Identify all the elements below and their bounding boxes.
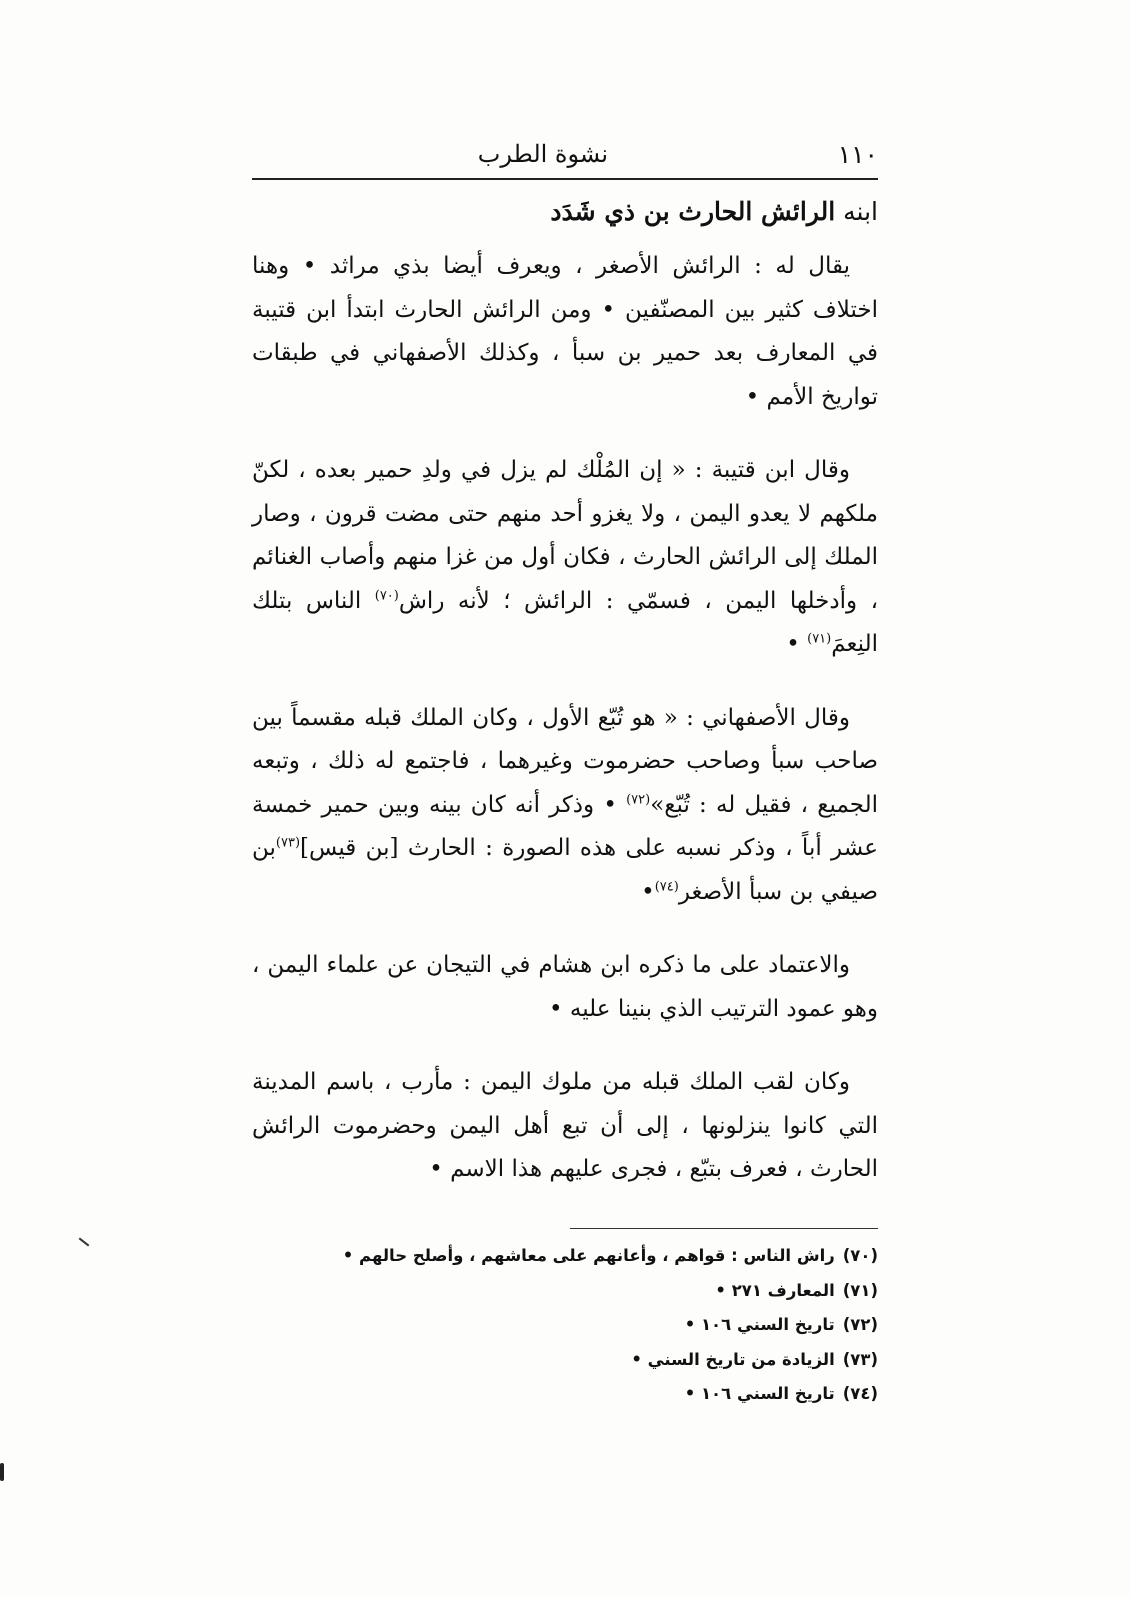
paragraph [252,449,878,667]
footnote-item [300,1308,878,1343]
footnotes-list [300,1239,878,1412]
footnote-divider [570,1228,878,1229]
footnote-text: المعارف ٢٧١ • [715,1280,835,1300]
footnote-text: تاريخ السني ١٠٦ • [684,1315,835,1335]
paragraph [252,1061,878,1192]
paragraph [252,245,878,419]
page-header [252,138,878,180]
footnote-number: (٧٢) [842,1315,878,1335]
footnote-text: تاريخ السني ١٠٦ • [684,1384,835,1404]
scan-artifact [79,1238,90,1247]
heading-prefix: ابنه [843,197,878,226]
paragraph [252,944,878,1031]
footnote-ref[interactable]: (٧٣) [275,835,301,851]
section-heading [252,195,878,229]
footnote-item [300,1239,878,1274]
footnote-text: الزيادة من تاريخ السني • [631,1349,835,1369]
footnote-ref[interactable]: (٧٠) [374,587,399,603]
footnote-number: (٧٤) [842,1384,878,1404]
paragraph-text: • [641,878,655,905]
footnote-ref[interactable]: (٧١) [807,631,832,647]
paragraph [252,697,878,915]
paragraph-text: • [786,631,808,657]
footnote-item [300,1274,878,1309]
paragraph-text: • وذكر أنه كان بينه وبين حمير خمسة عشر أباً ، وذكر نسبه على هذه الصورة : الحارث [بن قيس] [252,791,878,861]
paragraph-text: يقال له : الرائش الأصغر ، ويعرف أيضا بذي مراثد • وهنا اختلاف كثير بين المصنّفين • ومن الرائش الحارث ابتدأ ابن قتيبة في المعارف بعد حمير بن سبأ ، وكذلك الأصفهاني في طبقات تواريخ الأمم • [252,253,878,410]
running-title: نشوة الطرب [477,140,608,168]
paragraph-text: وكان لقب الملك قبله من ملوك اليمن : مأرب ، باسم المدينة التي كانوا ينزلونها ، إلى أن تبع أهل اليمن وحضرموت الرائش الحارث ، فعرف بتبّع ، فجرى عليهم هذا الاسم • [252,1069,878,1182]
paragraph-text: وقال الأصفهاني : « هو تُبّع الأول ، وكان الملك قبله مقسماً بين صاحب سبأ وصاحب حضرموت وغيرهما ، فاجتمع له ذلك ، وتبعه الجميع ، فقيل له : تُبّع» [252,704,878,818]
main-text [252,195,878,1222]
footnote-ref[interactable]: (٧٤) [654,878,679,894]
footnote-number: (٧٣) [842,1349,878,1369]
footnote-ref[interactable]: (٧٢) [626,791,651,807]
paragraph-text: بن صيفي بن سبأ الأصغر [252,835,878,905]
footnote-text: راش الناس : قواهم ، وأعانهم على معاشهم ، وأصلح حالهم • [342,1246,835,1265]
paragraph-text: والاعتماد على ما ذكره ابن هشام في التيجان عن علماء اليمن ، وهو عمود الترتيب الذي بنينا عليه • [252,952,878,1022]
paragraph-text: وقال ابن قتيبة : « إن المُلْك لم يزل في ولدِ حمير بعده ، لكنّ ملكهم لا يعدو اليمن ، ولا يغزو أحد منهم حتى مضت قرون ، وصار الملك إلى الرائش الحارث ، فكان أول من غزا منهم وأصاب الغنائم ، وأدخلها اليمن ، فسمّي : الرائش ؛ لأنه راش [252,457,879,614]
page-number: ١١٠ [837,140,878,169]
heading-name: الرائش الحارث بن ذي شَدَد [550,197,836,226]
footnote-number: (٧١) [842,1280,878,1300]
scan-artifact [0,1463,4,1481]
footnote-item [300,1377,878,1412]
footnote-number: (٧٠) [842,1246,878,1265]
paragraph-text: الناس بتلك النِعمَ [252,587,878,657]
footnote-item [300,1343,878,1378]
